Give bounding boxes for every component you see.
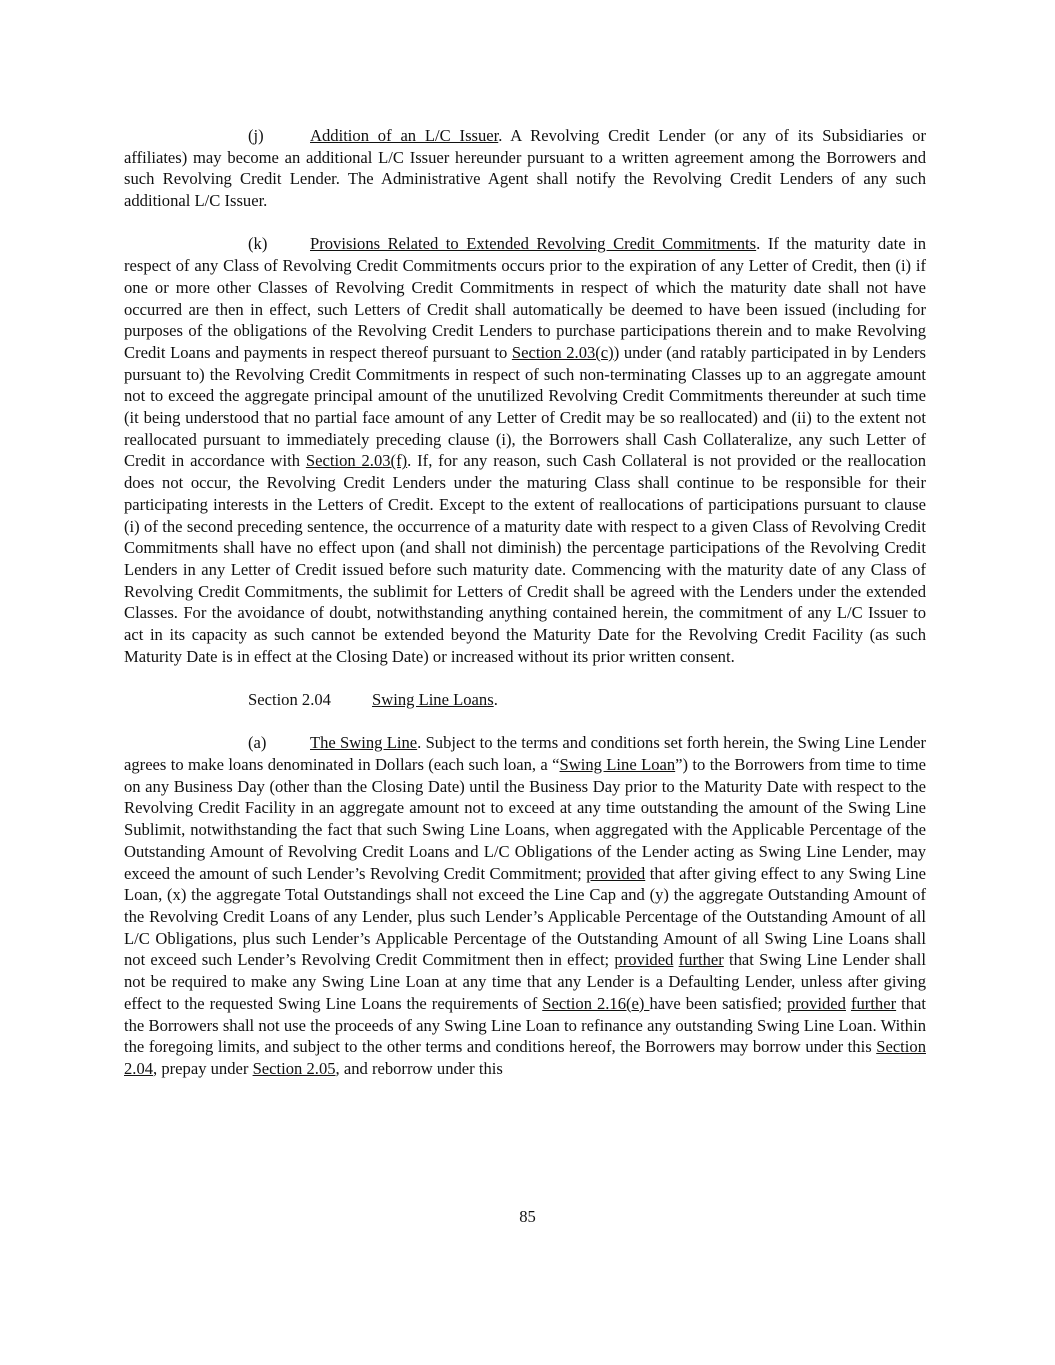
paragraph-k-label: (k)	[248, 234, 268, 254]
section-2-03f-reference: Section 2.03(f)	[305, 451, 408, 471]
paragraph-gap	[124, 212, 926, 234]
paragraph-a-heading: The Swing Line	[310, 733, 418, 753]
paragraph-a-text-3: that after giving effect to any Swing Line Loan, (x) the aggregate Total Outstandings shall not exceed the Line Cap and (y) the aggregate Outstanding Amount of the Revolving Credit Loans of any Lender, plus such Lender’s Applicable Percentage of the Outstanding Amount of all L/C Obligations, plus such Lender’s Applicable Percentage of the Outstanding Amount of all Swing Line Loans shall not exceed such Lender’s Revolving Credit Commitment then in effect;	[124, 863, 926, 970]
paragraph-k	[124, 233, 926, 667]
section-2-03c-reference: Section 2.03(c)	[511, 342, 614, 362]
page-body	[124, 125, 926, 1080]
further-term: further	[850, 993, 897, 1013]
paragraph-gap	[124, 711, 926, 733]
further-term: further	[678, 950, 724, 970]
section-title: Swing Line Loans	[372, 690, 494, 710]
paragraph-a	[124, 732, 926, 1079]
swing-line-loan-term: Swing Line Loan	[559, 755, 676, 775]
paragraph-k-text-3: . If, for any reason, such Cash Collateral is not provided or the reallocation does not occur, the Revolving Credit Lenders under the maturing Class shall continue to be responsible for their participating interests in the Letters of Credit. Except to the extent of reallocations of participations pursuant to clause (i) of the second preceding sentence, the occurrence of a maturity date with respect to a given Class of Revolving Credit Commitments shall have no effect upon (and shall not diminish) the percentage participations of the Revolving Credit Lenders in any Letter of Credit issued before such maturity date. Commencing with the maturity date of any Class of Revolving Credit Commitments, the sublimit for Letters of Credit shall be agreed with the Lenders under the extended Classes. For the avoidance of doubt, notwithstanding anything contained herein, the commitment of any L/C Issuer to act in its capacity as such cannot be extended beyond the Maturity Date for the Revolving Credit Facility (as such Maturity Date is in effect at the Closing Date) or increased without its prior written consent.	[124, 451, 926, 666]
paragraph-j-label: (j)	[248, 126, 264, 145]
paragraph-gap	[124, 667, 926, 689]
paragraph-a-text-6: that the Borrowers shall not use the proceeds of any Swing Line Loan to refinance any outstanding Swing Line Loan. Within the foregoing limits, and subject to the other terms and conditions hereof, the Borrowers may borrow under this	[124, 993, 926, 1057]
paragraph-a-text-7: , prepay under	[153, 1058, 253, 1078]
section-2-04-reference: Section 2.04	[124, 1037, 926, 1078]
paragraph-a-text-8: , and reborrow under this	[335, 1058, 503, 1078]
provided-term: provided	[586, 863, 646, 883]
paragraph-k-text-2: ) under (and ratably participated in by Lenders pursuant to) the Revolving Credit Commitments in respect of such non-terminating Classes up to an aggregate amount not to exceed the aggregate principal amount of the unutilized Revolving Credit Commitments thereunder at such time (it being understood that no partial face amount of any Letter of Credit may be so reallocated) and (ii) to the extent not reallocated pursuant to immediately preceding clause (i), the Borrowers shall Cash Collateralize, any such Letter of Credit in accordance with	[124, 342, 926, 471]
paragraph-a-text-1: . Subject to the terms and conditions set forth herein, the Swing Line Lender agrees to make loans denominated in Dollars (each such loan, a “	[124, 733, 927, 775]
paragraph-j-heading: Addition of an L/C Issuer	[310, 126, 499, 145]
provided-term: provided	[614, 950, 674, 970]
paragraph-k-text-1: . If the maturity date in respect of any Class of Revolving Credit Commitments occurs prior to the expiration of any Letter of Credit, then (i) if one or more other Classes of Revolving Credit Commitments in respect of which the maturity date shall not have occurred are then in effect, such Letters of Credit shall automatically be deemed to have been issued (including for purposes of the obligations of the Revolving Credit Lenders to purchase participations therein and to make Revolving Credit Loans and payments in respect thereof pursuant to	[124, 234, 927, 362]
paragraph-a-label: (a)	[248, 733, 267, 753]
paragraph-j-text: . A Revolving Credit Lender (or any of its Subsidiaries or affiliates) may become an additional L/C Issuer hereunder pursuant to a written agreement among the Borrowers and such Revolving Credit Lender. The Administrative Agent shall notify the Revolving Credit Lenders of any such additional L/C Issuer.	[124, 126, 927, 211]
page-number: 85	[519, 1207, 536, 1226]
provided-term: provided	[786, 993, 846, 1013]
section-number: Section 2.04	[248, 690, 331, 710]
paragraph-k-heading: Provisions Related to Extended Revolving Credit Commitments	[310, 234, 757, 254]
paragraph-j	[124, 125, 926, 212]
paragraph-a-text-4: that Swing Line Lender shall not be required to make any Swing Line Loan at any time that any Lender is a Defaulting Lender, unless after giving effect to the requested Swing Line Loans the requirements of	[124, 950, 926, 1013]
paragraph-a-text-2: ”) to the Borrowers from time to time on any Business Day (other than the Closing Date) until the Business Day prior to the Maturity Date with respect to the Revolving Credit Facility in an aggregate amount not to exceed at any time outstanding the amount of the Swing Line Sublimit, notwithstanding the fact that such Swing Line Loans, when aggregated with the Applicable Percentage of the Outstanding Amount of Revolving Credit Loans and L/C Obligations of the Lender acting as Swing Line Lender, may exceed the amount of such Lender’s Revolving Credit Commitment;	[124, 755, 926, 883]
section-2-05-reference: Section 2.05	[252, 1058, 336, 1078]
paragraph-a-text-5: have been satisfied;	[649, 993, 787, 1013]
section-2-16e-reference: Section 2.16(e)	[542, 993, 650, 1013]
section-title-period: .	[493, 690, 498, 710]
section-heading	[124, 689, 926, 711]
